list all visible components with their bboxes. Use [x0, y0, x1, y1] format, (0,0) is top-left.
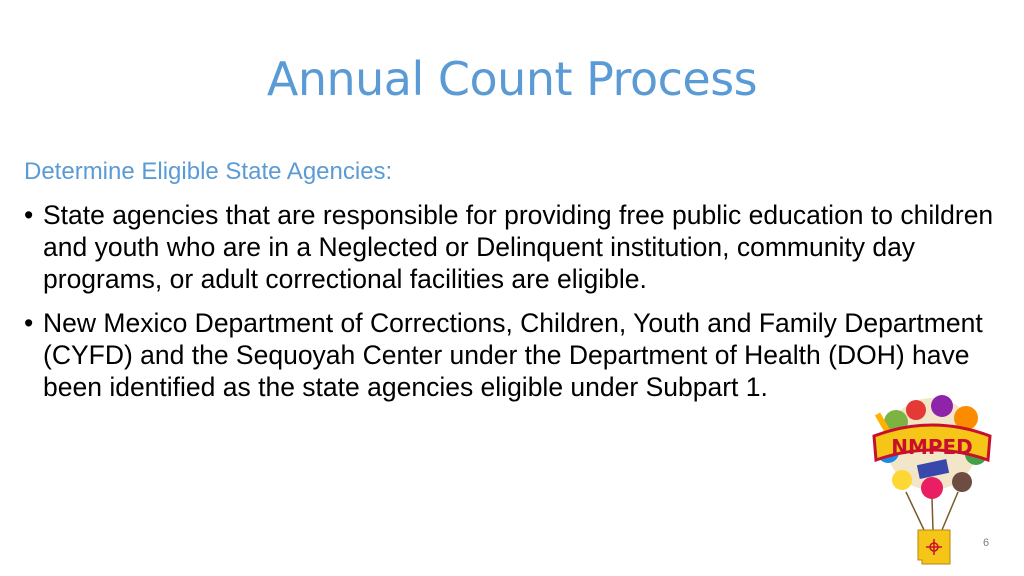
- bullet-point-icon: •: [24, 200, 34, 230]
- bullet-item: [24, 307, 1014, 403]
- new-mexico-basket-icon: [918, 530, 950, 564]
- bullet-text: New Mexico Department of Corrections, Children, Youth and Family Department (CYFD) and the Sequoyah Center under the Department of Health (DOH) have been identified as the state agencies eligible under Subpart 1.: [43, 308, 983, 402]
- page-number: 6: [983, 537, 990, 549]
- section-subheading: Determine Eligible State Agencies:: [24, 158, 393, 185]
- bullet-point-icon: •: [24, 308, 34, 338]
- logo-text: NMPED: [891, 435, 973, 459]
- bullet-item: [24, 199, 1014, 295]
- bullet-list: [24, 199, 1014, 415]
- bullet-text: State agencies that are responsible for providing free public education to children and youth who are in a Neglected or Delinquent institution, community day programs, or adult correctional facilities are eligible.: [43, 200, 994, 294]
- logo-banner: [874, 425, 990, 460]
- slide-title: Annual Count Process: [266, 52, 758, 106]
- nmped-logo: [866, 392, 998, 568]
